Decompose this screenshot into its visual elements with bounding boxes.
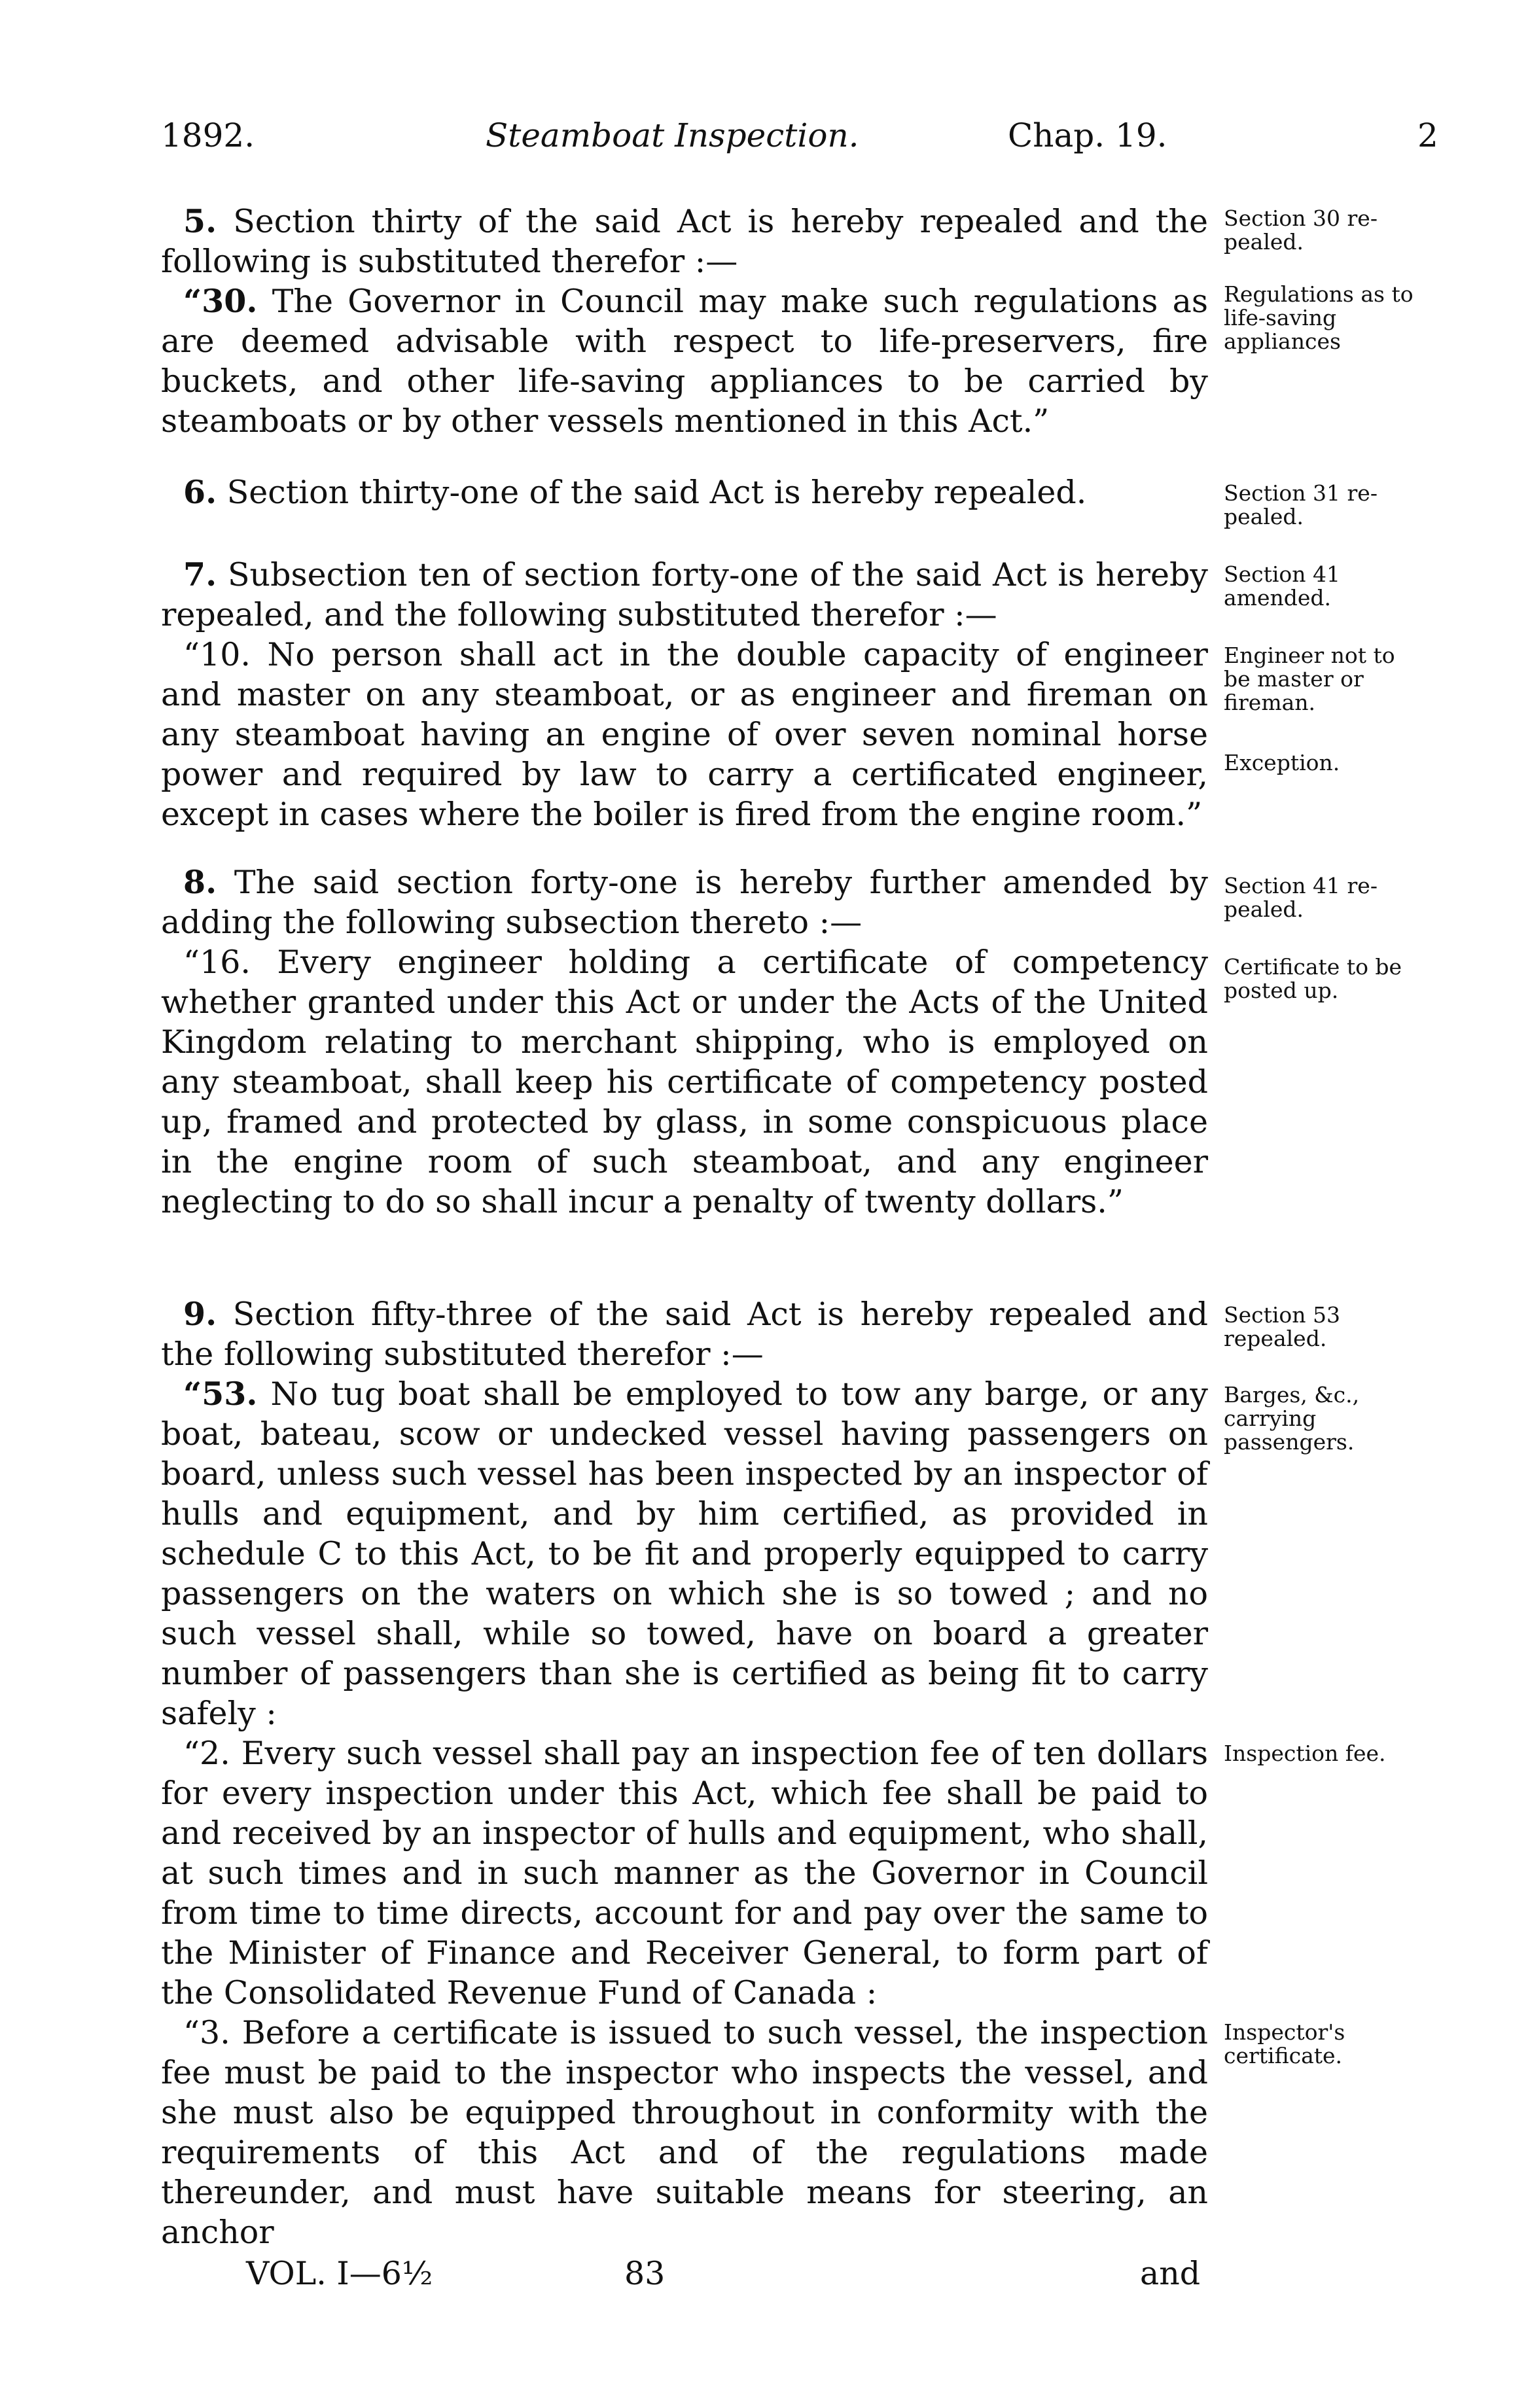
margin-note: Barges, &c., carrying passengers. bbox=[1224, 1382, 1360, 1455]
section-6 bbox=[161, 472, 1208, 512]
section-number: 6. bbox=[183, 473, 217, 511]
running-header bbox=[161, 116, 1463, 162]
section-number: 8. bbox=[183, 863, 217, 901]
margin-note: Regulations as to life-saving appliances bbox=[1224, 281, 1414, 354]
section-number: 7. bbox=[183, 556, 217, 593]
section-number: 5. bbox=[183, 202, 217, 240]
margin-note: Engineer not to be master or fireman. bbox=[1224, 643, 1395, 715]
margin-note: Certificate to be posted up. bbox=[1224, 954, 1402, 1003]
section-number: 9. bbox=[183, 1295, 217, 1333]
paragraph bbox=[161, 635, 1208, 834]
paragraph bbox=[161, 202, 1208, 281]
margin-note: Section 31 re-pealed. bbox=[1224, 480, 1378, 529]
paragraph-text: Subsection ten of section forty-one of the said Act is hereby repealed, and the following substituted therefor :— bbox=[161, 556, 1208, 633]
margin-note: Section 41 amended. bbox=[1224, 561, 1341, 611]
header-page-number: 2 bbox=[1417, 116, 1438, 154]
paragraph bbox=[161, 862, 1208, 942]
paragraph-text: Section thirty of the said Act is hereby repealed and the following is substituted therefor :— bbox=[161, 203, 1208, 280]
paragraph bbox=[161, 555, 1208, 635]
margin-note: Section 53 repealed. bbox=[1224, 1302, 1341, 1351]
paragraph bbox=[161, 2013, 1208, 2252]
section-8 bbox=[161, 862, 1208, 1222]
paragraph bbox=[161, 942, 1208, 1222]
paragraph bbox=[161, 1294, 1208, 1374]
margin-note: Section 41 re-pealed. bbox=[1224, 873, 1378, 922]
paragraph-text: “16. Every engineer holding a certificate of competency whether granted under this Act or under the Acts of the United Kingdom relating to merchant shipping, who is employed on any steamboat, shall keep his certificate of competency posted up, framed and protected by glass, in some conspicuous place in the engine room of such steamboat, and any engineer neglecting to do so shall incur a penalty of twenty dollars.” bbox=[161, 944, 1208, 1220]
paragraph bbox=[161, 472, 1208, 512]
footer-number: 83 bbox=[624, 2255, 666, 2292]
margin-note: Inspection fee. bbox=[1224, 1741, 1386, 1766]
page-footer bbox=[246, 2255, 1201, 2297]
margin-note: Exception. bbox=[1224, 750, 1340, 775]
paragraph-text: “2. Every such vessel shall pay an inspection fee of ten dollars for every inspection under this Act, which fee shall be paid to and received by an inspector of hulls and equipment, who shall, at such times and in such manner as the Governor in Council from time to time directs, account for and pay over the same to the Minister of Finance and Receiver General, to form part of the Consolidated Revenue Fund of Canada : bbox=[161, 1735, 1208, 2011]
header-title: Steamboat Inspection. bbox=[486, 116, 859, 154]
footer-catchword: and bbox=[1140, 2255, 1201, 2292]
section-9 bbox=[161, 1294, 1208, 2252]
paragraph bbox=[161, 1733, 1208, 2013]
paragraph-text: The Governor in Council may make such regulations as are deemed advisable with respect to life-preservers, fire buckets, and other life-saving appliances to be carried by steamboats or by other vessels mentioned in this Act.” bbox=[161, 283, 1208, 440]
margin-note: Inspector's certificate. bbox=[1224, 2019, 1345, 2068]
paragraph-text: Section thirty-one of the said Act is hereby repealed. bbox=[217, 474, 1087, 511]
paragraph-text: “3. Before a certificate is issued to such vessel, the inspection fee must be paid to the inspector who inspects the vessel, and she must also be equipped throughout in conformity with the requirements of this Act and of the regulations made thereunder, and must have suitable means for steering, an anchor bbox=[161, 2014, 1208, 2251]
section-number: “30. bbox=[183, 282, 258, 320]
section-7 bbox=[161, 555, 1208, 834]
paragraph bbox=[161, 1374, 1208, 1733]
paragraph-text: The said section forty-one is hereby further amended by adding the following subsection thereto :— bbox=[161, 864, 1208, 941]
header-chapter: Chap. 19. bbox=[1008, 116, 1167, 154]
margin-note: Section 30 re-pealed. bbox=[1224, 205, 1378, 255]
paragraph-text: No tug boat shall be employed to tow any barge, or any boat, bateau, scow or undecked vessel having passengers on board, unless such vessel has been inspected by an inspector of hulls and equipment, and by him certified, as provided in schedule C to this Act, to be fit and properly equipped to carry passengers on the waters on which she is so towed ; and no such vessel shall, while so towed, have on board a greater number of passengers than she is certified as being fit to carry safely : bbox=[161, 1375, 1208, 1732]
section-number: “53. bbox=[183, 1375, 258, 1413]
paragraph-text: Section fifty-three of the said Act is hereby repealed and the following substituted therefor :— bbox=[161, 1296, 1208, 1373]
header-year: 1892. bbox=[161, 116, 255, 154]
section-5 bbox=[161, 202, 1208, 441]
footer-volume-signature: VOL. I—6½ bbox=[246, 2255, 433, 2292]
paragraph-text: “10. No person shall act in the double capacity of engineer and master on any steamboat, or as engineer and fireman on any steamboat having an engine of over seven nominal horse power and required by law to carry a certificated engineer, except in cases where the boiler is fired from the engine room.” bbox=[161, 636, 1208, 833]
paragraph bbox=[161, 281, 1208, 441]
